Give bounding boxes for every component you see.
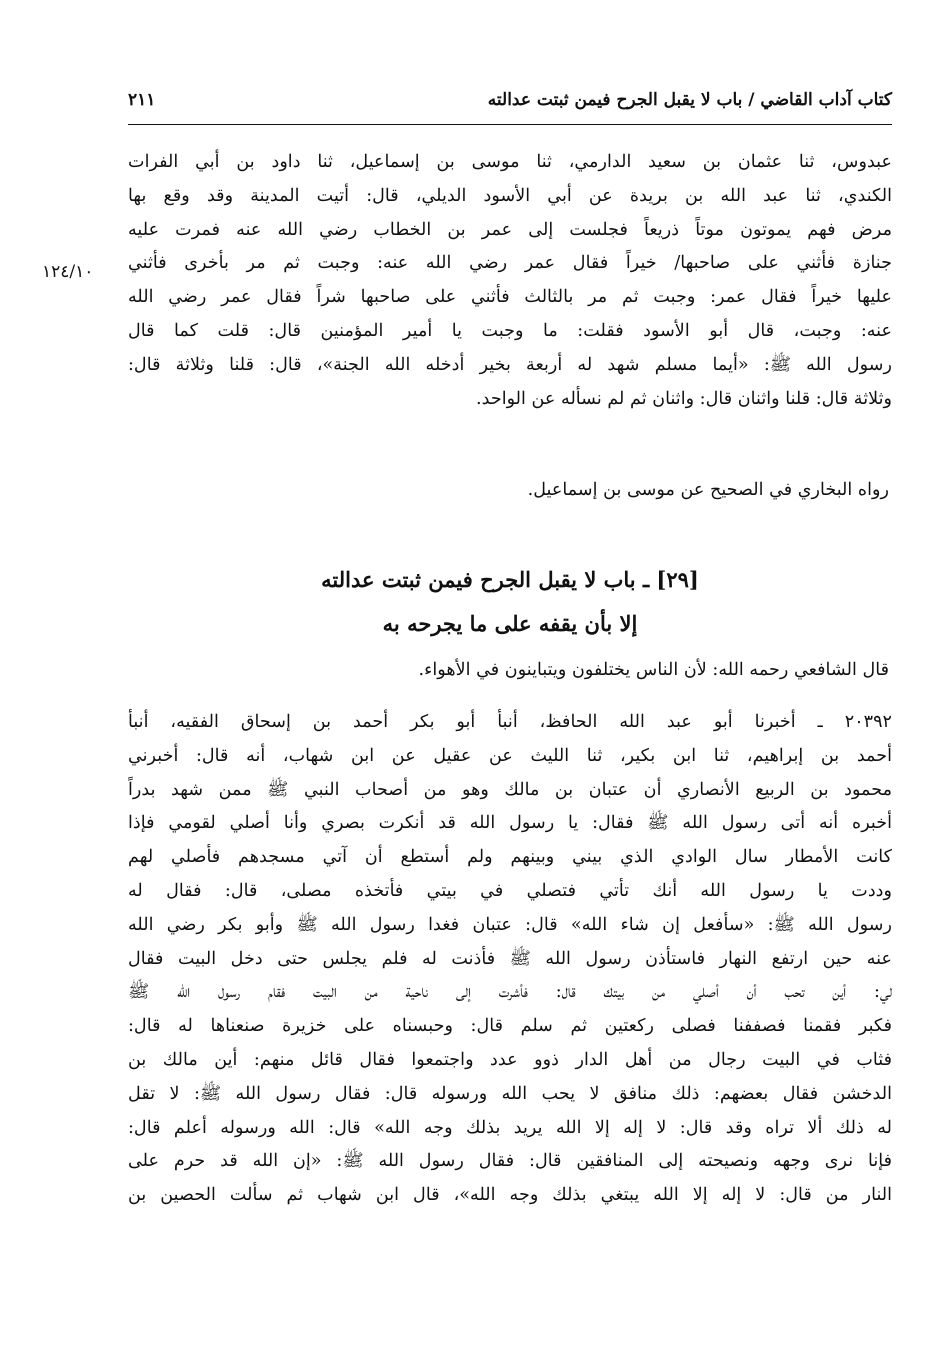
chapter-title	[128, 558, 892, 646]
chapter-title-line: [٢٩] ـ باب لا يقبل الجرح فيمن ثبتت عدالته	[321, 567, 699, 592]
text-line: فإنا نرى وجهه ونصيحته إلى المنافقين قال: فقال رسول الله ﷺ: «إن الله قد حرم على	[128, 1151, 892, 1172]
text-line: رسول الله ﷺ: «أيما مسلم شهد له أربعة بخير أدخله الله الجنة»، قال: قلنا وثلاثة قال:	[128, 354, 892, 375]
running-header	[128, 90, 892, 125]
text-line: النار من قال: لا إله إلا الله يبتغي بذلك وجه الله»، قال ابن شهاب ثم سألت الحصين بن	[128, 1185, 892, 1206]
text-line: له ذلك ألا تراه وقد قال: لا إله إلا الله يريد بذلك وجه الله» قال: الله ورسوله أعلم قال:	[128, 1117, 892, 1138]
text-line: وددت يا رسول الله أنك تأتي فتصلي في بيتي فأتخذه مصلى، قال: فقال له	[128, 880, 892, 901]
text-line: جنازة فأثني على صاحبها/ خيراً فقال عمر رضي الله عنه: وجبت ثم مر بأخرى فأثني	[128, 253, 892, 274]
page-number: ٢١١	[128, 90, 156, 110]
paragraph-hadith-1	[128, 146, 892, 416]
text-line: فكبر فقمنا فصففنا فصلى ركعتين ثم سلم قال: وحبسناه على خزيرة صنعناها له قال:	[128, 1016, 892, 1037]
text-line: عبدوس، ثنا عثمان بن سعيد الدارمي، ثنا موسى بن إسماعيل، ثنا داود بن أبي الفرات	[128, 152, 892, 172]
text-line: عنه: وجبت، قال أبو الأسود فقلت: ما وجبت يا أمير المؤمنين قال: قلت كما قال	[128, 320, 892, 341]
text-line: أحمد بن إبراهيم، ثنا ابن بكير، ثنا الليث عن عقيل عن ابن شهاب، أنه قال: أخبرني	[128, 745, 892, 766]
chapter-title-line: إلا بأن يقفه على ما يجرحه به	[382, 611, 638, 636]
margin-reference: ١٢٤/١٠	[42, 262, 94, 282]
shafii-quote: قال الشافعي رحمه الله: لأن الناس يختلفون ويتباينون في الأهواء.	[418, 660, 889, 680]
text-line: أخبره أنه أتى رسول الله ﷺ فقال: يا رسول الله قد أنكرت بصري وأنا أصلي لقومي فإذا	[128, 813, 892, 834]
text-line: ٢٠٣٩٢ ـ أخبرنا أبو عبد الله الحافظ، أنبأ أبو بكر أحمد بن إسحاق الفقيه، أنبأ	[128, 712, 892, 732]
text-line: عليها خيراً فقال عمر: وجبت ثم مر بالثالث فأثني على صاحبها شراً فقال عمر رضي الله	[128, 287, 892, 308]
text-line: وثلاثة قال: قلنا واثنان قال: واثنان ثم لم نسأله عن الواحد.	[476, 388, 892, 409]
text-line: لي: أين تحب أن أصلي من بيتك قال: فأشرت إلى ناحية من البيت فقام رسول الله ﷺ	[128, 982, 892, 1003]
text-line: محمود بن الربيع الأنصاري أن عتبان بن مالك وهو من أصحاب النبي ﷺ ممن شهد بدراً	[128, 779, 892, 800]
narration-note: رواه البخاري في الصحيح عن موسى بن إسماعيل.	[527, 480, 889, 500]
text-line: فثاب في البيت رجال من أهل الدار ذوو عدد واجتمعوا فقال قائل منهم: أين مالك بن	[128, 1049, 892, 1070]
text-line: رسول الله ﷺ: «سأفعل إن شاء الله» قال: عتبان فغدا رسول الله ﷺ وأبو بكر رضي الله	[128, 914, 892, 935]
text-line: عنه حين ارتفع النهار فاستأذن رسول الله ﷺ فأذنت له فلم يجلس حتى دخل البيت فقال	[128, 948, 892, 969]
header-title: كتاب آداب القاضي / باب لا يقبل الجرح فيمن ثبتت عدالته	[487, 90, 892, 110]
text-line: الدخشن فقال بعضهم: ذلك منافق لا يحب الله ورسوله قال: فقال رسول الله ﷺ: لا تقل	[128, 1083, 892, 1104]
text-line: مرض فهم يموتون موتاً ذريعاً فجلست إلى عمر بن الخطاب رضي الله عنه فمرت عليه	[128, 219, 892, 240]
text-line: كانت الأمطار سال الوادي الذي بيني وبينهم ولم أستطع أن آتي مسجدهم فأصلي لهم	[128, 847, 892, 868]
text-line: الكندي، ثنا عبد الله بن بريدة عن أبي الأسود الديلي، قال: أتيت المدينة وقد وقع بها	[128, 185, 892, 206]
paragraph-hadith-2	[128, 706, 892, 1213]
